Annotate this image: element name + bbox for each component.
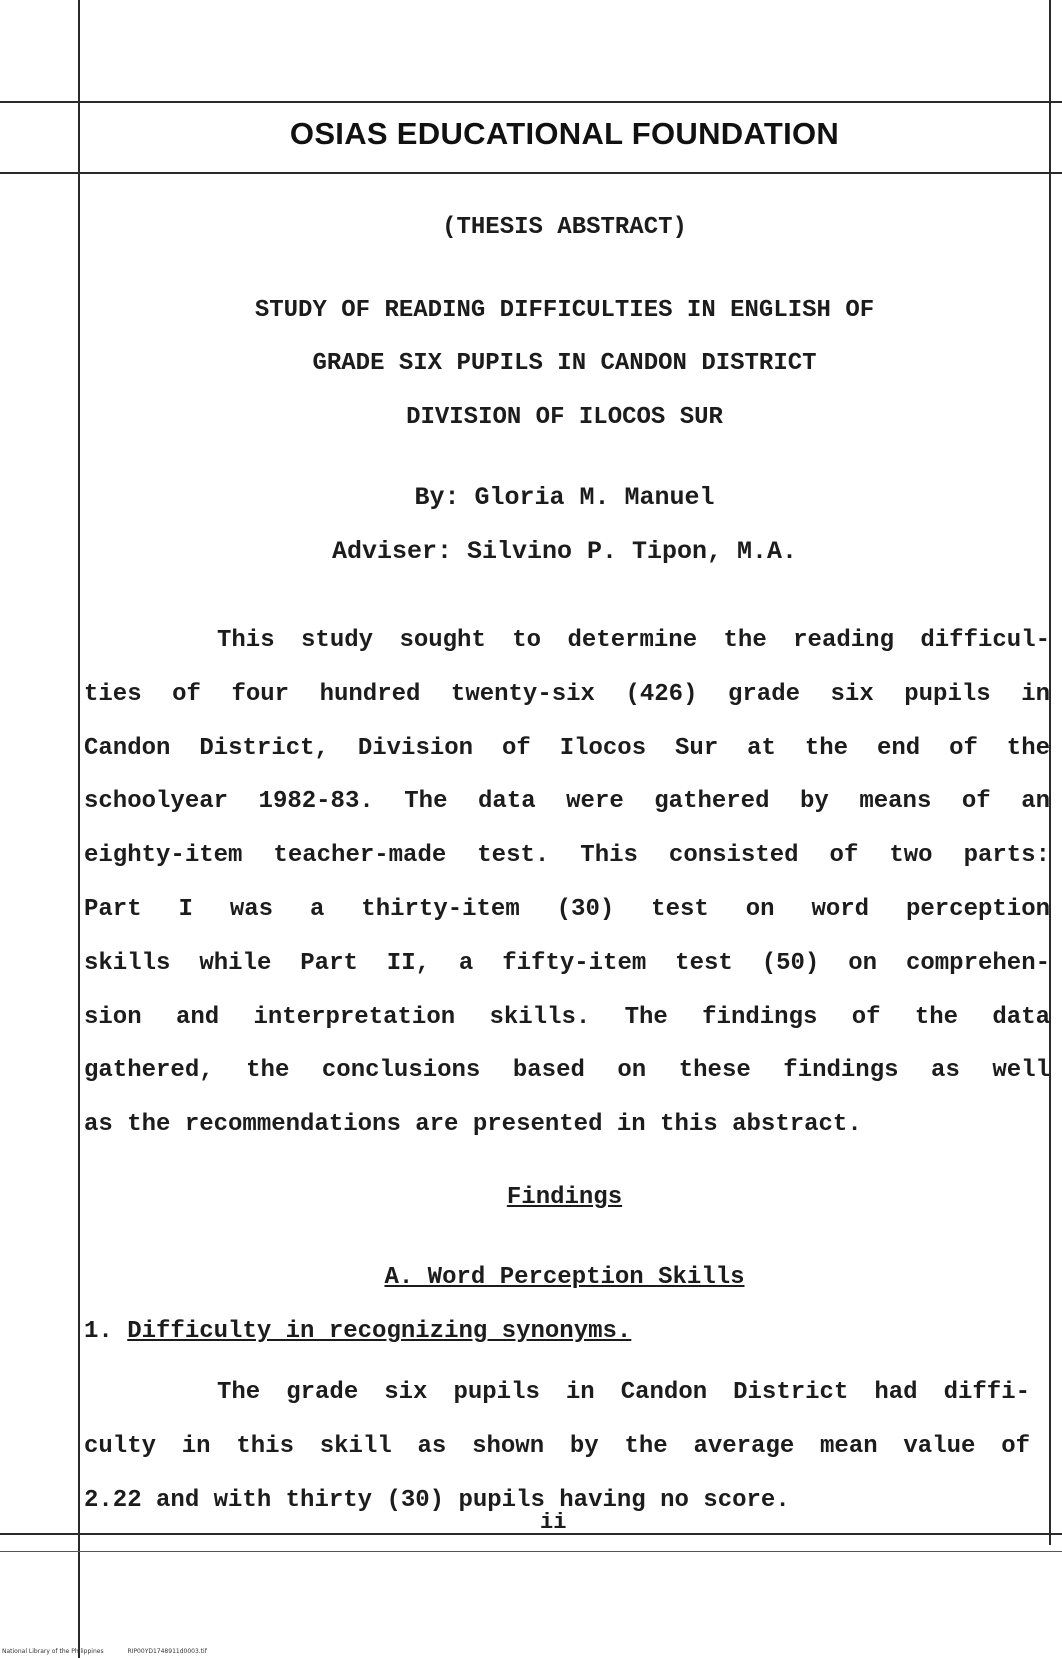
section-heading-text: A. Word Perception Skills — [384, 1264, 745, 1291]
findings-heading: Findings — [506, 1184, 623, 1211]
abstract-line: as the recommendations are presented in this abstract. — [84, 1111, 862, 1139]
scan-footer-note — [2, 1648, 229, 1655]
page-number: ii — [540, 1510, 567, 1535]
abstract-line: ties of four hundred twenty-six (426) grade six pupils in — [84, 680, 1050, 708]
thesis-title-line-1: STUDY OF READING DIFFICULTIES IN ENGLISH OF — [254, 297, 875, 324]
finding-item-heading — [84, 1318, 631, 1345]
finding-item-number: 1. — [84, 1318, 113, 1345]
thesis-title-line-2: GRADE SIX PUPILS IN CANDON DISTRICT — [312, 350, 817, 377]
footer-top-rule — [0, 1533, 1062, 1535]
author-line: By: Gloria M. Manuel — [414, 483, 715, 512]
document-type-label: (THESIS ABSTRACT) — [442, 214, 687, 241]
abstract-line: gathered, the conclusions based on these findings as well — [84, 1057, 1050, 1085]
header-bottom-rule — [0, 172, 1062, 174]
finding-line: culty in this skill as shown by the average mean value of — [84, 1433, 1030, 1460]
abstract-line: Part I was a thirty-item (30) test on word perception — [84, 895, 1050, 923]
abstract-line: skills while Part II, a fifty-item test (50) on comprehen- — [84, 949, 1050, 977]
scan-source: National Library of the Philippines — [2, 1648, 104, 1655]
finding-line: The grade six pupils in Candon District had diffi- — [217, 1379, 1030, 1406]
institution-name: OSIAS EDUCATIONAL FOUNDATION — [289, 116, 840, 151]
abstract-line: schoolyear 1982-83. The data were gathered by means of an — [84, 788, 1050, 816]
abstract-line: sion and interpretation skills. The findings of the data — [84, 1003, 1050, 1031]
scan-file-id: RIP00YD1748911d0003.tif — [127, 1648, 207, 1655]
thesis-title-line-3: DIVISION OF ILOCOS SUR — [406, 404, 723, 431]
finding-line: 2.22 and with thirty (30) pupils having no score. — [84, 1487, 790, 1514]
abstract-line: eighty-item teacher-made test. This consisted of two parts: — [84, 842, 1050, 870]
abstract-line: Candon District, Division of Ilocos Sur at the end of the — [84, 734, 1050, 762]
finding-item-paragraph — [84, 1366, 1030, 1528]
abstract-paragraph — [84, 614, 1050, 1152]
finding-item-title: Difficulty in recognizing synonyms. — [127, 1318, 632, 1345]
header-top-rule — [0, 101, 1062, 103]
footer-bottom-rule — [0, 1551, 1062, 1552]
section-heading — [80, 1264, 1049, 1291]
left-margin-rule — [78, 0, 80, 1658]
abstract-line: This study sought to determine the reading difficul- — [217, 627, 1050, 654]
adviser-line: Adviser: Silvino P. Tipon, M.A. — [331, 537, 798, 566]
